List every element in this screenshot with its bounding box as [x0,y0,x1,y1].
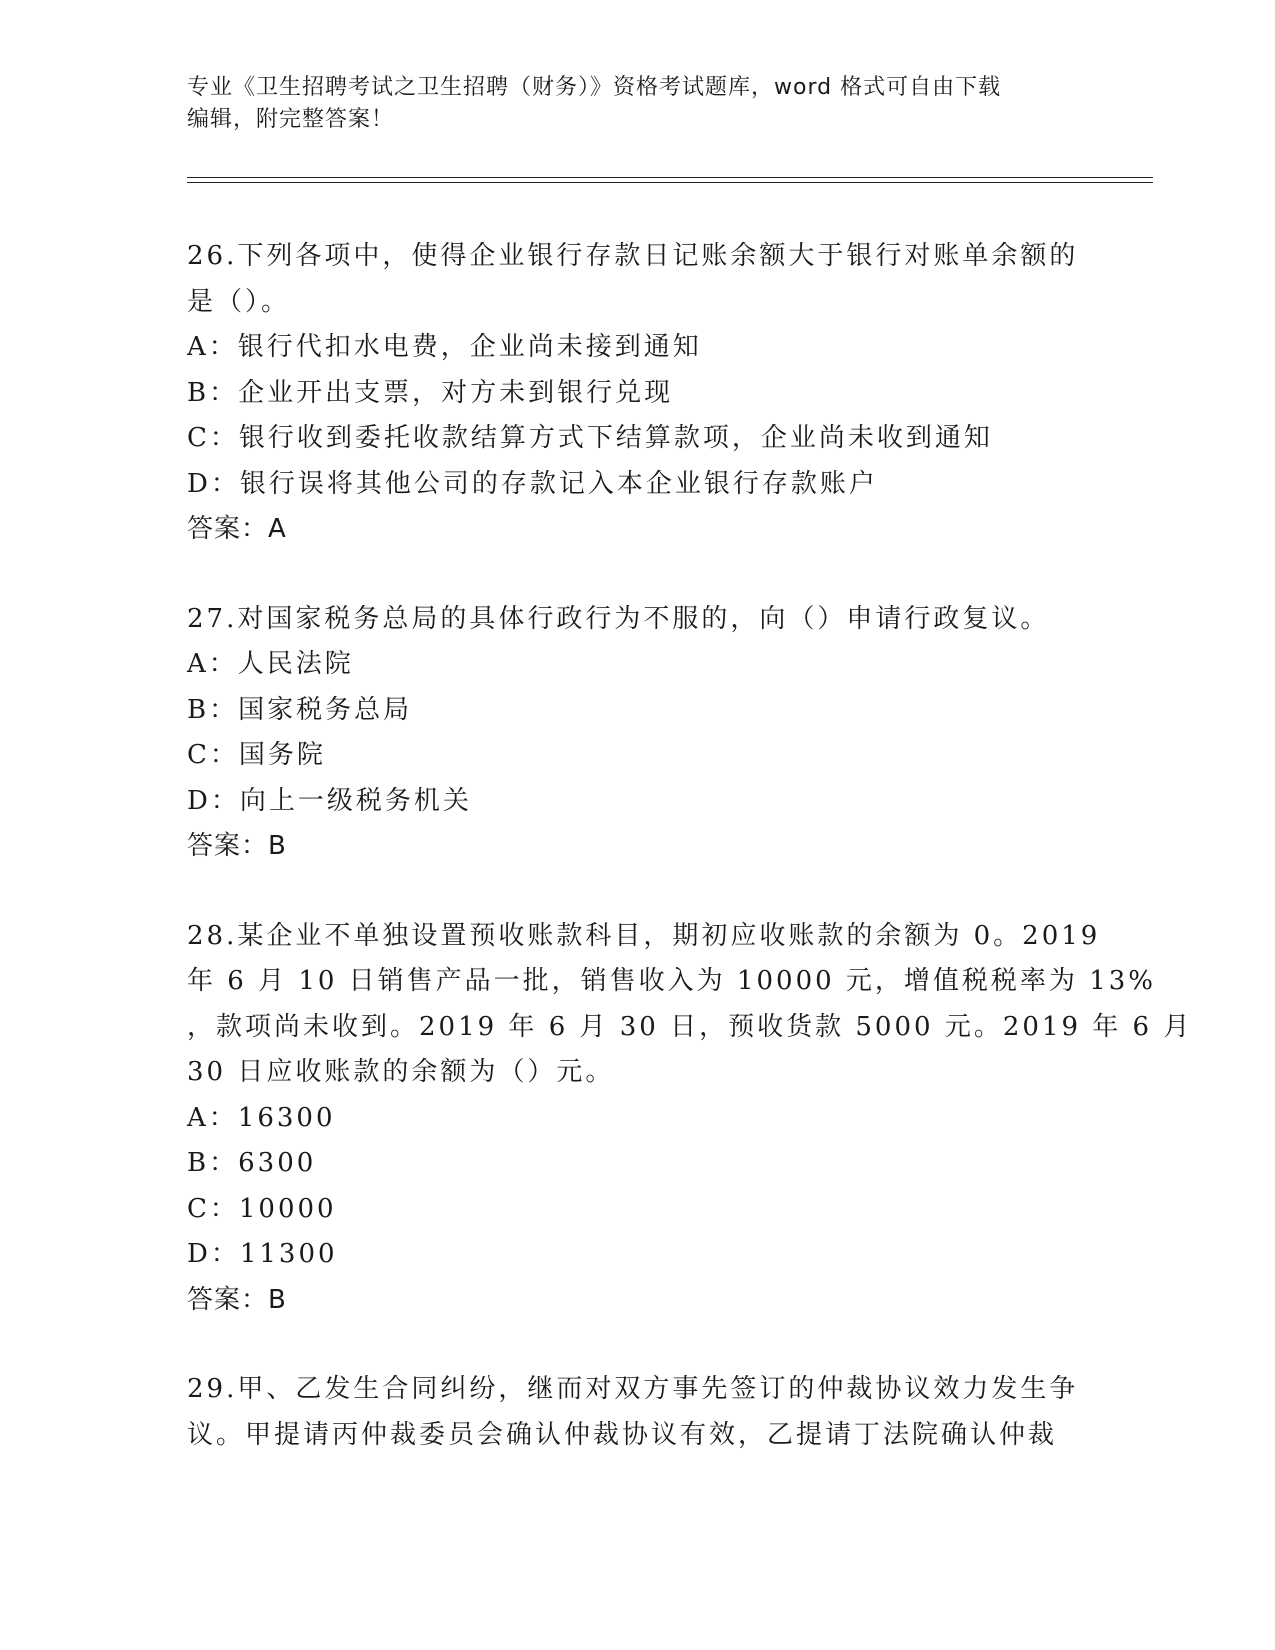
header-divider-top [187,177,1153,178]
answer-option: C：10000 [187,1193,337,1224]
answer-option: D：向上一级税务机关 [187,785,472,816]
question-stem-line: 议。甲提请丙仲裁委员会确认仲裁协议有效，乙提请丁法院确认仲裁 [187,1419,1058,1450]
answer-option: A：16300 [187,1102,336,1133]
answer-key: 答案：B [187,1284,287,1315]
answer-option: B：国家税务总局 [187,694,413,725]
question-stem-line: 28.某企业不单独设置预收账款科目，期初应收账款的余额为 0。2019 [187,920,1101,951]
answer-option: D：银行误将其他公司的存款记入本企业银行存款账户 [187,468,878,499]
answer-option: A：人民法院 [187,649,354,679]
question-stem-line: 27.对国家税务总局的具体行政行为不服的，向（）申请行政复议。 [187,603,1050,634]
question-item [187,234,1087,553]
question-stem-line: 是（）。 [187,286,291,317]
header-line-1: 专业《卫生招聘考试之卫生招聘（财务）》资格考试题库，word 格式可自由下载 [187,75,1002,100]
question-stem [187,597,1087,643]
question-list [187,234,1193,1502]
answer-option: D：11300 [187,1239,338,1269]
question-stem-line: ，款项尚未收到。2019 年 6 月 30 日，预收货款 5000 元。2019 年 6 月 [187,1011,1193,1042]
answer-option: A：银行代扣水电费，企业尚未接到通知 [187,332,702,362]
answer-option: B：6300 [187,1148,317,1178]
question-stem-line: 年 6 月 10 日销售产品一批，销售收入为 10000 元，增值税税率为 13% [187,966,1156,996]
question-item [187,597,1087,870]
header-divider-bottom [187,182,1153,183]
question-item [187,914,1193,1324]
question-stem [187,914,1193,1096]
header-line-2: 编辑，附完整答案！ [187,107,395,132]
question-stem-line: 30 日应收账款的余额为（）元。 [187,1057,615,1087]
question-stem-line: 26.下列各项中，使得企业银行存款日记账余额大于银行对账单余额的 [187,241,1079,271]
answer-option: C：银行收到委托收款结算方式下结算款项，企业尚未收到通知 [187,423,993,453]
question-item [187,1367,1087,1458]
document-header [187,72,1087,136]
answer-option: B：企业开出支票，对方未到银行兑现 [187,377,674,408]
answer-option: C：国务院 [187,740,326,770]
question-stem-line: 29.甲、乙发生合同纠纷，继而对双方事先签订的仲裁协议效力发生争 [187,1374,1079,1404]
answer-key: 答案：A [187,514,287,544]
answer-key: 答案：B [187,831,287,861]
question-stem [187,1367,1087,1458]
question-stem [187,234,1087,325]
